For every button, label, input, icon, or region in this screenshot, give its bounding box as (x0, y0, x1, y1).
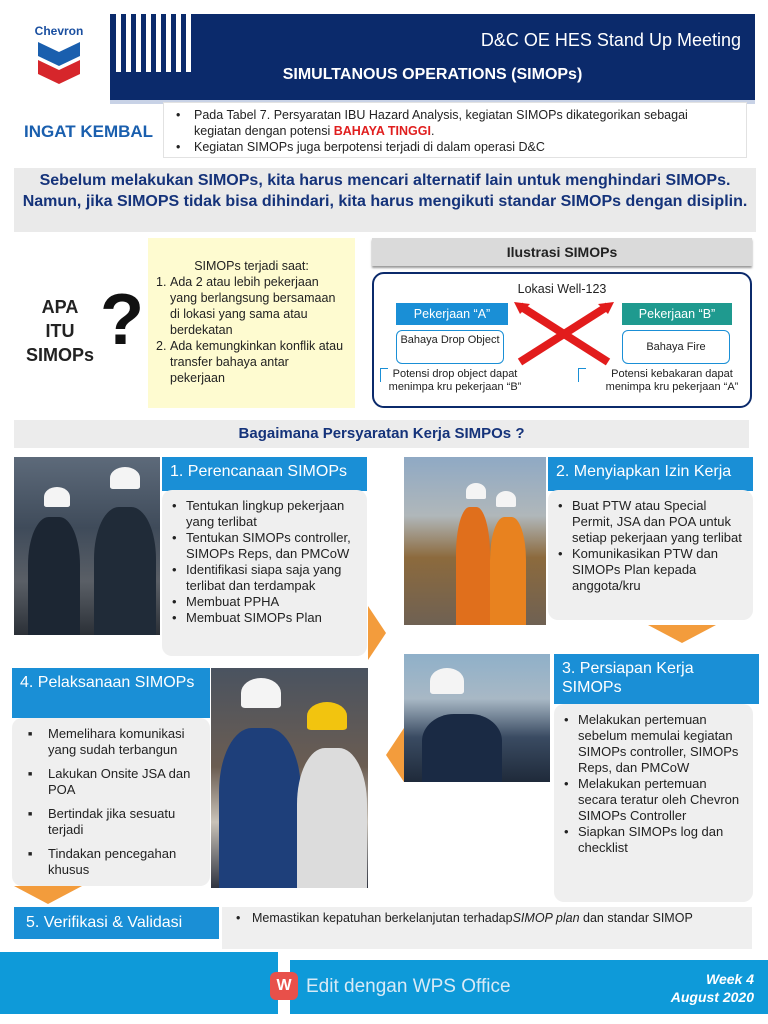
arrow-right-icon (368, 606, 386, 660)
requirements-heading: Bagaimana Persyaratan Kerja SIMPOs ? (14, 420, 749, 448)
workers-photo-3 (211, 668, 368, 888)
ingat-note-1: • Pada Tabel 7. Persyaratan IBU Hazard Analysis, kegiatan SIMOPs dikategorikan sebagai kegiatan dengan potensi BAHAYA TINGGI. (174, 107, 738, 139)
question-mark-icon: ? (100, 280, 144, 360)
arrow-down-icon (648, 625, 716, 643)
hazard-a-box: Bahaya Drop Object (396, 330, 504, 364)
key-statement: Sebelum melakukan SIMOPs, kita harus mencari alternatif lain untuk menghindari SIMOPs. Namun, jika SIMOPS tidak bisa dihindari, kita harus mengikuti standar SIMOPs dengan disiplin. (14, 168, 756, 232)
step-4-item: ■ Bertindak jika sesuatu terjadi (22, 806, 200, 838)
caption-b-marker (578, 368, 586, 382)
week-label: Week 4 (706, 971, 754, 987)
step-4-item: ■ Lakukan Onsite JSA dan POA (22, 766, 200, 798)
ilustrasi-title: Ilustrasi SIMOPs (372, 238, 752, 266)
step-1-item: • Identifikasi siapa saja yang terlibat dan terdampak (172, 562, 357, 594)
step-5-item: • Memastikan kepatuhan berkelanjutan terhadapSIMOP plan dan standar SIMOP (230, 910, 744, 926)
chevron-logo-text: Chevron (34, 24, 84, 38)
step-4-item: ■ Memelihara komunikasi yang sudah terbangun (22, 726, 200, 758)
date-label: August 2020 (670, 989, 754, 1005)
ingat-kembali-label: INGAT KEMBAL (24, 122, 154, 141)
wps-edit-link[interactable]: Edit dengan WPS Office (306, 976, 511, 997)
step-4-item: ■ Tindakan pencegahan khusus (22, 846, 200, 878)
ingat-note-2: • Kegiatan SIMOPs juga berpotensi terjadi di dalam operasi D&C (174, 139, 738, 155)
step-2-item: • Komunikasikan PTW dan SIMOPs Plan kepada anggota/kru (558, 546, 743, 594)
step-1-item: • Membuat PPHA (172, 594, 357, 610)
step-2-title: 2. Menyiapkan Izin Kerja (548, 457, 753, 491)
ingat-kembali-notes (163, 102, 747, 158)
meeting-title: D&C OE HES Stand Up Meeting (480, 30, 741, 50)
wps-office-icon[interactable]: W (270, 972, 298, 1000)
step-2-card (548, 490, 753, 620)
step-4-card (12, 718, 210, 886)
step-3-card (554, 704, 753, 902)
step-3-item: • Melakukan pertemuan secara teratur oleh Chevron SIMOPs Controller (564, 776, 743, 824)
chevron-logo (14, 14, 104, 84)
step-5-title: 5. Verifikasi & Validasi (14, 907, 219, 939)
step-1-card (162, 490, 367, 656)
page-title: SIMULTANOUS OPERATIONS (SIMOPs) (282, 66, 583, 83)
simops-condition-1: 1. Ada 2 atau lebih pekerjaan yang berlangsung bersamaan di lokasi yang sama atau berdekatan (156, 275, 336, 337)
simops-intro: SIMOPs terjadi saat: (194, 259, 309, 273)
lokasi-label: Lokasi Well-123 (517, 282, 607, 296)
header-banner (110, 14, 755, 100)
step-2-item: • Buat PTW atau Special Permit, JSA dan POA untuk setiap pekerjaan yang terlibat (558, 498, 743, 546)
step-5-card (222, 907, 752, 949)
job-a-label: Pekerjaan “A” (396, 303, 508, 325)
workers-photo-1 (14, 457, 160, 635)
step-3-item: • Siapkan SIMOPs log dan checklist (564, 824, 743, 856)
chevron-emblem-icon (36, 38, 82, 84)
job-b-label: Pekerjaan “B” (622, 303, 732, 325)
week-date (671, 970, 754, 1006)
danger-text: BAHAYA TINGGI (333, 124, 431, 138)
simops-condition-2: 2. Ada kemungkinkan konflik atau transfer bahaya antar pekerjaan (156, 339, 344, 385)
workers-photo-4 (404, 654, 550, 782)
ilustrasi-diagram (372, 272, 752, 408)
apa-itu-simops-heading: APA ITU SIMOPs (25, 297, 95, 365)
step-4-title: 4. Pelaksanaan SIMOPs (12, 668, 210, 718)
step-1-item: • Membuat SIMOPs Plan (172, 610, 357, 626)
hazard-b-box: Bahaya Fire (622, 330, 730, 364)
arrow-left-icon (386, 728, 404, 782)
step-3-item: • Melakukan pertemuan sebelum memulai kegiatan SIMOPs controller, SIMOPs Reps, dan PMCoW (564, 712, 743, 776)
caption-b: Potensi kebakaran dapat menimpa kru pekerjaan “A” (605, 368, 739, 393)
footer-band-left (0, 952, 278, 1014)
step-3-title: 3. Persiapan Kerja SIMOPs (554, 654, 759, 704)
step-1-item: • Tentukan lingkup pekerjaan yang terlibat (172, 498, 357, 530)
conflict-cross-icon (514, 302, 614, 366)
step-1-item: • Tentukan SIMOPs controller, SIMOPs Reps, dan PMCoW (172, 530, 357, 562)
step-1-title: 1. Perencanaan SIMOPs (162, 457, 367, 491)
workers-photo-2 (404, 457, 546, 625)
caption-a: Potensi drop object dapat menimpa kru pekerjaan “B” (388, 368, 522, 393)
simops-definition-note (148, 238, 355, 408)
arrow-down-icon (14, 886, 82, 904)
